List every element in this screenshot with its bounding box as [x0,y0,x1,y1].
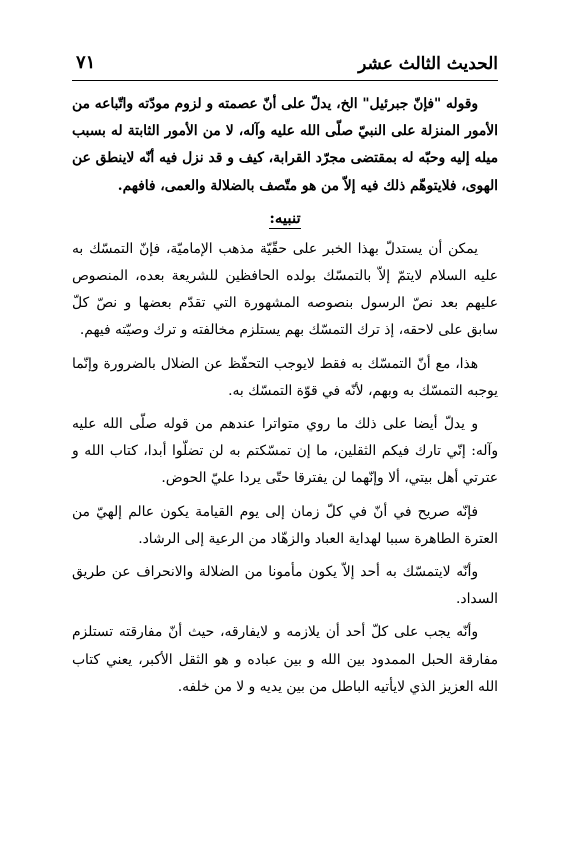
page-body [72,91,498,701]
paragraph-6: وأنّه لايتمسّك به أحد إلاّ يكون مأمونا من الضلالة والانحراف عن طريق السداد. [72,564,498,608]
page-header [72,52,498,80]
paragraph-3: هذا، مع أنّ التمسّك به فقط لايوجب التحفّظ عن الضلال بالضرورة وإنّما يوجبه التمسّك به وبهم، لأنّه في قوّة التمسّك به. [72,355,498,399]
page-number: ٧١ [76,52,96,73]
paragraph-2: يمكن أن يستدلّ بهذا الخبر على حقّيّة مذهب الإماميّة، فإنّ التمسّك به عليه السلام لايتمّ إلاّ بالتمسّك بولده الحافظين للشريعة بعده، المنصوص عليهم بعد نصّ الرسول بنصوصه المشهورة التي تقدّم بعضها و نصّ كلّ سابق على لاحقه، إذ ترك التمسّك بهم يستلزم مخالفته و ترك وصيّته فيهم. [72,240,498,339]
header-rule [72,80,498,81]
book-page [72,52,498,812]
paragraph-5: فإنّه صريح في أنّ في كلّ زمان إلى يوم القيامة يكون عالم إلهيّ من العترة الطاهرة سببا لهداية العباد والزهّاد من الرعية إلى الرشاد. [72,503,498,547]
paragraph-7: وأنّه يجب على كلّ أحد أن يلازمه و لايفارقه، حيث أنّ مفارقته تستلزم مفارقة الحبل الممدود بين الله و بين عباده و هو الثقل الأكبر، يعني كتاب الله العزيز الذي لايأتيه الباطل من بين يديه و لا من خلفه. [72,624,498,695]
note-heading-text: تنبيه: [269,208,301,227]
paragraph-1: وقوله "فإنّ جبرئيل" الخ، يدلّ على أنّ عصمته و لزوم مودّته واتّباعه من الأمور المنزلة على النبيّ صلّى الله عليه وآله، لا من الأمور الثابتة له بسبب ميله إليه وحبّه له بمقتضى مجرّد القرابة، كيف و قد نزل فيه أنّه لاينطق عن الهوى، فلايتوهّم ذلك فيه إلاّ من هو متّصف بالضلالة والعمى، فافهم. [72,96,498,194]
paragraph-4: و يدلّ أيضا على ذلك ما روي متواترا عندهم من قوله صلّى الله عليه وآله: إنّي تارك فيكم الثقلين، ما إن تمسّكتم به لن تضلّوا أبدا، كتاب الله و عترتي أهل بيتي، ألا وإنّهما لن يفترقا حتّى يردا عليّ الحوض. [72,416,498,487]
running-title: الحديث الثالث عشر [358,54,498,74]
note-heading [72,206,498,230]
